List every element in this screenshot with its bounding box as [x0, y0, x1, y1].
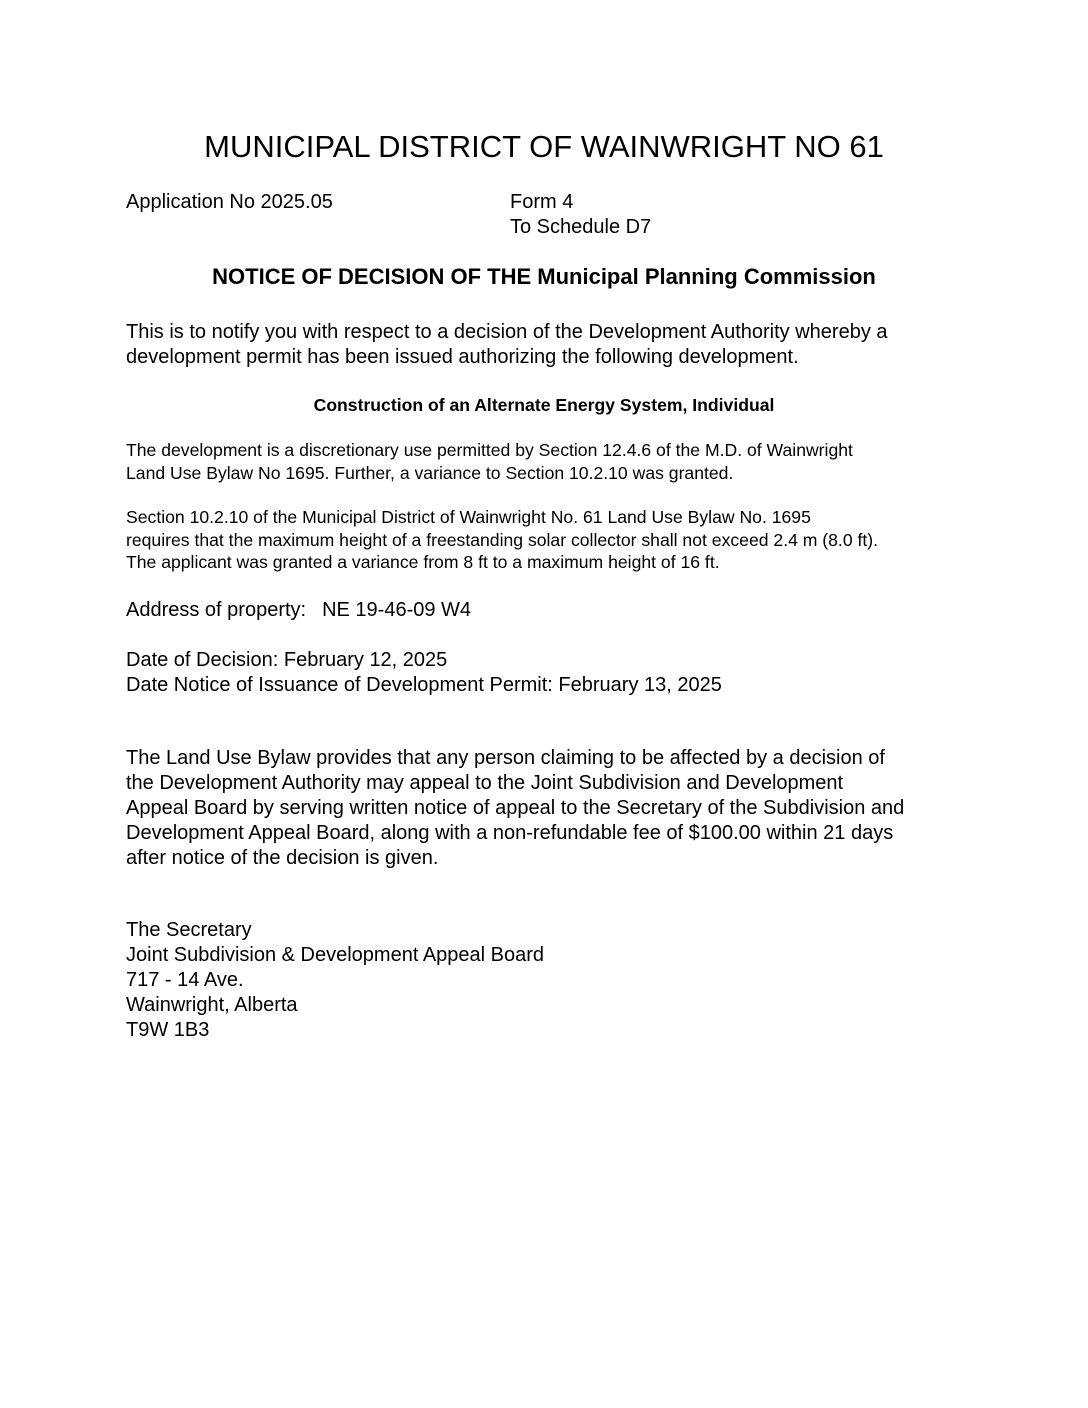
- address-label: Address of property:: [126, 599, 307, 621]
- intro-paragraph: [126, 320, 976, 370]
- use-line: The development is a discretionary use permitted by Section 12.4.6 of the M.D. of Wainwright: [126, 440, 853, 460]
- address-value: NE 19-46-09 W4: [322, 599, 472, 621]
- secretary-address: [126, 918, 976, 1043]
- decision-dates: [126, 648, 976, 698]
- appeal-line: The Land Use Bylaw provides that any person claiming to be affected by a decision of: [126, 747, 885, 769]
- document-title: MUNICIPAL DISTRICT OF WAINWRIGHT NO 61: [204, 129, 884, 164]
- form-number: Form 4: [510, 191, 574, 213]
- appeal-line: Development Appeal Board, along with a non-refundable fee of $100.00 within 21 days: [126, 822, 894, 844]
- use-line: Land Use Bylaw No 1695. Further, a variance to Section 10.2.10 was granted.: [126, 462, 734, 483]
- appeal-line: Appeal Board by serving written notice of appeal to the Secretary of the Subdivision and: [126, 797, 905, 819]
- form-reference: [510, 190, 651, 240]
- notice-heading: NOTICE OF DECISION OF THE Municipal Planning Commission: [212, 264, 876, 289]
- variance-paragraph: [126, 506, 976, 574]
- application-number: Application No 2025.05: [126, 191, 333, 213]
- address-line: Wainwright, Alberta: [126, 994, 298, 1016]
- variance-line: requires that the maximum height of a freestanding solar collector shall not exceed 2.4 m (8.0 ft).: [126, 529, 879, 550]
- variance-line: Section 10.2.10 of the Municipal District of Wainwright No. 61 Land Use Bylaw No. 1695: [126, 507, 811, 527]
- address-line: 717 - 14 Ave.: [126, 969, 244, 991]
- property-address: [126, 598, 976, 623]
- variance-line: The applicant was granted a variance from 8 ft to a maximum height of 16 ft.: [126, 552, 720, 572]
- intro-line: development permit has been issued authorizing the following development.: [126, 346, 799, 368]
- appeal-line: the Development Authority may appeal to the Joint Subdivision and Development: [126, 772, 844, 794]
- address-line: The Secretary: [126, 919, 252, 941]
- development-title: Construction of an Alternate Energy System, Individual: [313, 395, 775, 415]
- schedule-reference: To Schedule D7: [510, 216, 652, 238]
- address-line: Joint Subdivision & Development Appeal Board: [126, 944, 545, 966]
- issuance-date: Date Notice of Issuance of Development Permit: February 13, 2025: [126, 674, 722, 696]
- decision-date: Date of Decision: February 12, 2025: [126, 649, 448, 671]
- use-paragraph: [126, 439, 976, 484]
- appeal-paragraph: [126, 746, 976, 871]
- appeal-line: after notice of the decision is given.: [126, 847, 439, 869]
- intro-line: This is to notify you with respect to a decision of the Development Authority whereby a: [126, 321, 888, 343]
- address-line: T9W 1B3: [126, 1019, 210, 1041]
